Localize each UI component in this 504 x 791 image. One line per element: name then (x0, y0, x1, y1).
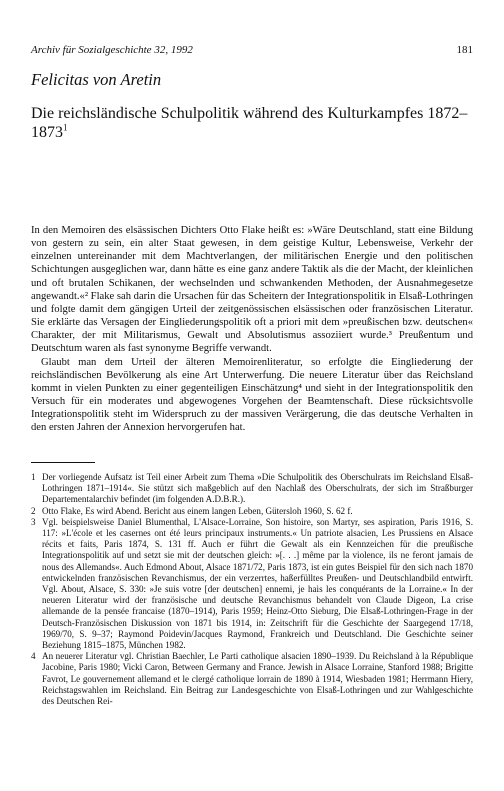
page-number: 181 (456, 44, 473, 56)
footnotes (31, 472, 473, 707)
footnote (31, 472, 473, 506)
footnote-text: Vgl. beispielsweise Daniel Blumenthal, L'Alsace-Lorraine, Son histoire, son Martyr, ses aspiration, Paris 1916, S. 117: »L'école et les casernes ont été leurs principaux instruments.« Un patriote alsacien, Les Prussiens en Alsace récits et faits, Paris 1874, S. 131 ff. Auch er führt die Gewalt als ein Kennzeichen für die preußische Integrationspolitik auf und setzt sie mit der deutschen gleich: »[. . .] même par la violence, ils ne feront jamais de nous des Allemands«. Auch Edmond About, Alsace 1871/72, Paris 1873, ist ein gutes Beispiel für den sich nach 1870 entwickelnden französischen Revanchismus, der ein verzerrtes, haßerfülltes Preußen- und Deutschlandbild entwirft. Vgl. About, Alsace, S. 330: »Je suis votre [der deutschen] ennemi, je hais les conquérants de la Lorraine.« In der neueren Literatur wird der französische und deutsche Revanchismus behandelt von Claude Digeon, La crise allemande de la pensée francaise (1870–1914), Paris 1959; Heinz-Otto Sieburg, Die Elsaß-Lothringen-Frage in der Deutsch-Französischen Diskussion von 1871 bis 1914, in: Zeitschrift für die Geschichte der Saargegend 17/18, 1969/70, S. 9–37; Raymond Poidevin/Jacques Raymond, Frankreich und Deutschland. Die Geschichte seiner Beziehung 1815–1875, München 1982. (42, 516, 473, 651)
body-paragraph: In den Memoiren des elsässischen Dichters Otto Flake heißt es: »Wäre Deutschland, statt eine Bildung von gestern zu sein, ein alter Staat gewesen, in dem geistige Kultur, Lebensweise, Verkehr der einzelnen untereinander mit dem Machtverlangen, der militärischen Energie und den politischen Schichtungen ausgeglichen war, dann hätte es eine ganz andere Taktik als die der Macht, der kleinlichen und oft brutalen Schikanen, der wechselnden und schwankenden Methoden, der Ausnahmegesetze angewandt.«² Flake sah darin die Ursachen für das Scheitern der Integrationspolitik in Elsaß-Lothringen und folgte damit dem gängigen Urteil der zeitgenössischen elsässischen oder französischen Literatur. Sie erklärte das Versagen der Eingliederungspolitik oft a priori mit dem »preußischen bzw. deutschen« Charakter, der mit Militarismus, Gewalt und Absolutismus assoziiert wurde.³ Preußentum und Deutschtum waren als fast synonyme Begriffe verwandt. (31, 225, 473, 355)
footnote-text: Der vorliegende Aufsatz ist Teil einer Arbeit zum Thema »Die Schulpolitik des Oberschulrats im Reichsland Elsaß-Lothringen 1871–1914«. Sie stützt sich maßgeblich auf den Nachlaß des Oberschulrats, der sich im Straßburger Departementalarchiv befindet (im folgenden A.D.B.R.). (42, 472, 473, 505)
body-paragraph: Glaubt man dem Urteil der älteren Memoirenliteratur, so erfolgte die Eingliederung der reichsländischen Bevölkerung als eine Art Unterwerfung. Die neuere Literatur über das Reichsland kommt in vielen Punkten zu einer gegenteiligen Einschätzung⁴ und sieht in der Integrationspolitik den Versuch für ein moderates und abgewogenes Vorgehen der Beamtenschaft. Diese rücksichtsvolle Integrationspolitik steht im Widerspruch zu der massiven Verärgerung, die das deutsche Verhalten in den ersten Jahren der Annexion hervorgerufen hat. (31, 356, 473, 434)
footnote-number: 3 (31, 516, 36, 527)
footnote-number: 4 (31, 651, 36, 662)
journal-title: Archiv für Sozialgeschichte 32, 1992 (31, 44, 193, 56)
article-title-text: Die reichsländische Schulpolitik während des Kulturkampfes 1872–1873 (31, 105, 468, 141)
footnote-text: Otto Flake, Es wird Abend. Bericht aus einem langen Leben, Gütersloh 1960, S. 62 f. (42, 505, 353, 516)
footnote-separator (31, 462, 95, 463)
title-footnote-marker: 1 (63, 122, 68, 133)
article-body (31, 224, 473, 435)
article-title (31, 104, 471, 142)
footnote-number: 1 (31, 472, 36, 482)
footnote (31, 651, 473, 707)
footnote-number: 2 (31, 505, 36, 516)
article-author: Felicitas von Aretin (31, 70, 162, 89)
footnote (31, 517, 473, 651)
footnote-text: An neuerer Literatur vgl. Christian Baechler, Le Parti catholique alsacien 1890–1939. Du Reichsland à la République Jacobine, Paris 1980; Vicki Caron, Between Germany and France. Jewish in Alsace Lorraine, Stanford 1988; Brigitte Favrot, Le gouvernement allemand et le clergé catholique lorrain de 1890 à 1914, Wiesbaden 1981; Herrmann Hiery, Reichstagswahlen im Reichsland. Ein Beitrag zur Landesgeschichte von Elsaß-Lothringen und zur Wahlgeschichte des Deutschen Rei- (42, 651, 473, 707)
footnote (31, 506, 473, 517)
